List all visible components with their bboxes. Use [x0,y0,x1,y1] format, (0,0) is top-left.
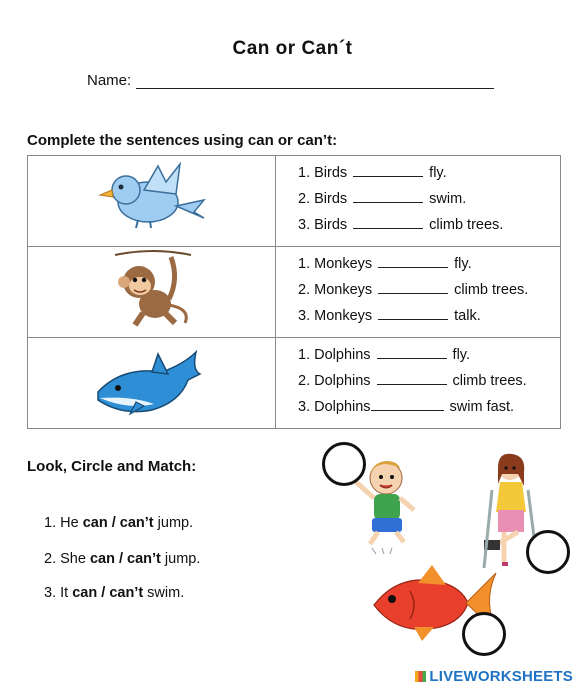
sentence-end: swim fast. [449,399,514,415]
sentence-cell [276,338,561,429]
instruction-heading: Complete the sentences using can or can’t: [27,132,338,149]
exercise-table [27,155,561,429]
sentence-end: swim. [429,191,467,207]
question-end: swim. [143,585,185,601]
circle-question [44,551,200,567]
question-end: jump. [160,551,201,567]
sentence-cell [276,156,561,247]
sentence [298,342,560,368]
answer-circle[interactable] [462,612,506,656]
bird-icon [96,160,211,230]
answer-blank[interactable] [353,165,423,177]
question-start: 1. He [44,515,83,531]
option-separator: / [114,551,128,567]
picture-cell [28,156,276,247]
option-separator: / [107,515,120,531]
sentence [298,212,560,238]
answer-circle[interactable] [322,442,366,486]
sentence-end: fly. [452,347,470,363]
sentence-end: climb trees. [452,373,527,389]
sentence [298,303,560,329]
circle-question [44,515,193,531]
section-heading: Look, Circle and Match: [27,458,197,475]
answer-blank[interactable] [353,217,423,229]
answer-blank[interactable] [377,373,447,385]
sentence [298,368,560,394]
brand-text: LIVEWORKSHEETS [429,668,573,685]
answer-blank[interactable] [371,399,444,411]
sentence-start: 2. Monkeys [298,282,373,298]
sentence-start: 1. Dolphins [298,347,371,363]
sentence-end: talk. [454,308,481,324]
sentence-end: climb trees. [454,282,529,298]
option-can[interactable]: can [72,585,98,601]
answer-blank[interactable] [378,256,448,268]
question-start: 2. She [44,551,90,567]
answer-circle[interactable] [526,530,570,574]
option-can[interactable]: can [82,515,108,531]
picture-cell [28,247,276,338]
sentence-end: fly. [454,256,472,272]
page-title: Can or Can´t [232,38,353,59]
sentence-end: fly. [429,165,447,181]
table-row [28,156,561,247]
question-start: 3. It [44,585,73,601]
liveworksheets-logo [415,668,573,685]
sentence [298,160,560,186]
option-cant[interactable]: can’t [127,551,161,567]
sentence-start: 1. Birds [298,165,348,181]
option-cant[interactable]: can’t [109,585,144,601]
sentence [298,277,560,303]
sentence-start: 2. Birds [298,191,348,207]
answer-blank[interactable] [377,347,447,359]
sentence [298,394,560,420]
sentence [298,186,560,212]
question-end: jump. [153,515,194,531]
answer-blank[interactable] [353,191,423,203]
sentence-cell [276,247,561,338]
sentence-start: 3. Monkeys [298,308,373,324]
picture-cell [28,338,276,429]
table-row [28,247,561,338]
monkey-icon [113,249,198,329]
option-cant[interactable]: can’t [119,515,154,531]
name-input-line[interactable] [136,88,494,89]
table-row [28,338,561,429]
name-label: Name: [87,72,132,89]
sentence-start: 1. Monkeys [298,256,373,272]
dolphin-icon [92,344,212,420]
sentence-start: 2. Dolphins [298,373,371,389]
answer-blank[interactable] [378,282,448,294]
sentence-start: 3. Dolphins [298,399,371,415]
sentence [298,251,560,277]
logo-mark-icon [415,671,426,682]
option-can[interactable]: can [89,551,115,567]
circle-question [44,585,184,601]
sentence-start: 3. Birds [298,217,348,233]
answer-blank[interactable] [378,308,448,320]
sentence-end: climb trees. [429,217,504,233]
option-separator: / [97,585,110,601]
